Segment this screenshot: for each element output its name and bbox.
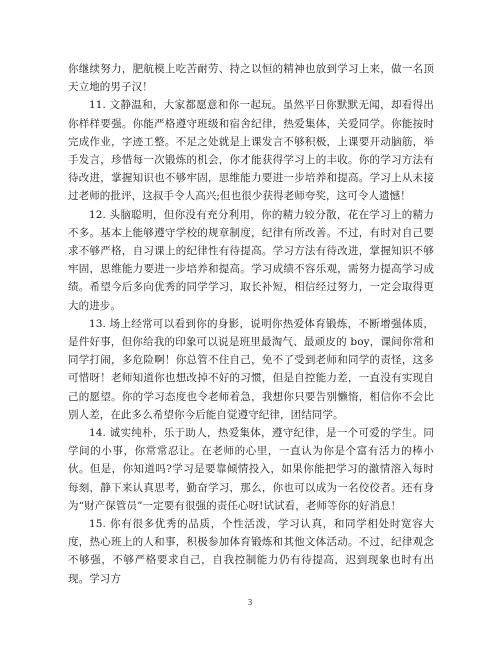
page-number: 3 (247, 598, 253, 607)
document-body (68, 60, 434, 588)
paragraph-comment-12: 12. 头脑聪明，但你没有充分利用，你的精力较分散，花在学习上的精力不多。基本上能够遵守学校的规章制度，纪律有所改善。不过，有时对自己要求不够严格，自习课上的纪律性有待提高。学习方法有待改进，掌握知识不够牢固，思维能力要进一步培养和提高。学习成绩不容乐观，需努力提高学习成绩。希望今后多向优秀的同学学习，取长补短，相信经过努力，一定会取得更大的进步。 (68, 208, 434, 312)
paragraph-comment-14: 14. 诚实纯朴，乐于助人，热爱集体，遵守纪律，是一个可爱的学生。同学间的小事，你常常忍让。在老师的心里，一直认为你是个富有活力的棒小伙。但是，你知道吗?学习是要靠倾情投入，如果你能把学习的激情溶入每时每刻，静下来认真思考，勤奋学习，那么，你也可以成为一名佼佼者。还有身为“财产保管员”一定要有很强的责任心呀!试试看，老师等你的好消息！ (68, 427, 434, 512)
paragraph-comment-11: 11. 文静温和，大家都愿意和你一起玩。虽然平日你默默无闻，却看得出你样样要强。你能严格遵守班级和宿舍纪律，热爱集体，关爱同学。你能按时完成作业，字迹工整。不足之处就是上课发言不够积极，上课要开动脑筋，举手发言，珍惜每一次锻炼的机会，你才能获得学习上的丰收。你的学习方法有待改进，掌握知识也不够牢固，思维能力要进一步培养和提高。学习上从未接过老师的批评，这叔手令人高兴;但也很少获得老师夸奖，这可令人遗憾！ (68, 99, 434, 203)
paragraph-comment-15: 15. 你有很多优秀的品质，个性活泼，学习认真，和同学相处时宽容大度，热心班上的人和事，积极参加体育锻炼和其他文体活动。不过，纪律观念不够强，不够严格要求自己，自我控制能力仍有待提高，迟到现象也时有出现。学习方 (68, 518, 434, 585)
paragraph-comment-13: 13. 场上经常可以看到你的身影，说明你热爱体育锻炼，不断增强体质，是件好事，但你给我的印象可以说是班里最淘气、最顽皮的 boy，课间你常和同学打闹，多危险啊！你总管不住自己，免不了受到老师和同学的责怪，这多可惜呀！老师知道你也想改掉不好的习惯，但是自控能力差，一直没有实现自己的愿望。你的学习态度也令老师着急，我想你只要告别懒惰，相信你不会比别人差，在此多么希望你今后能自觉遵守纪律，团结同学。 (68, 317, 434, 421)
paragraph-continuation: 你继续努力，肥航模上吃苦耐劳、持之以恒的精神也放到学习上来，做一名顶天立地的男子汉！ (68, 63, 434, 94)
